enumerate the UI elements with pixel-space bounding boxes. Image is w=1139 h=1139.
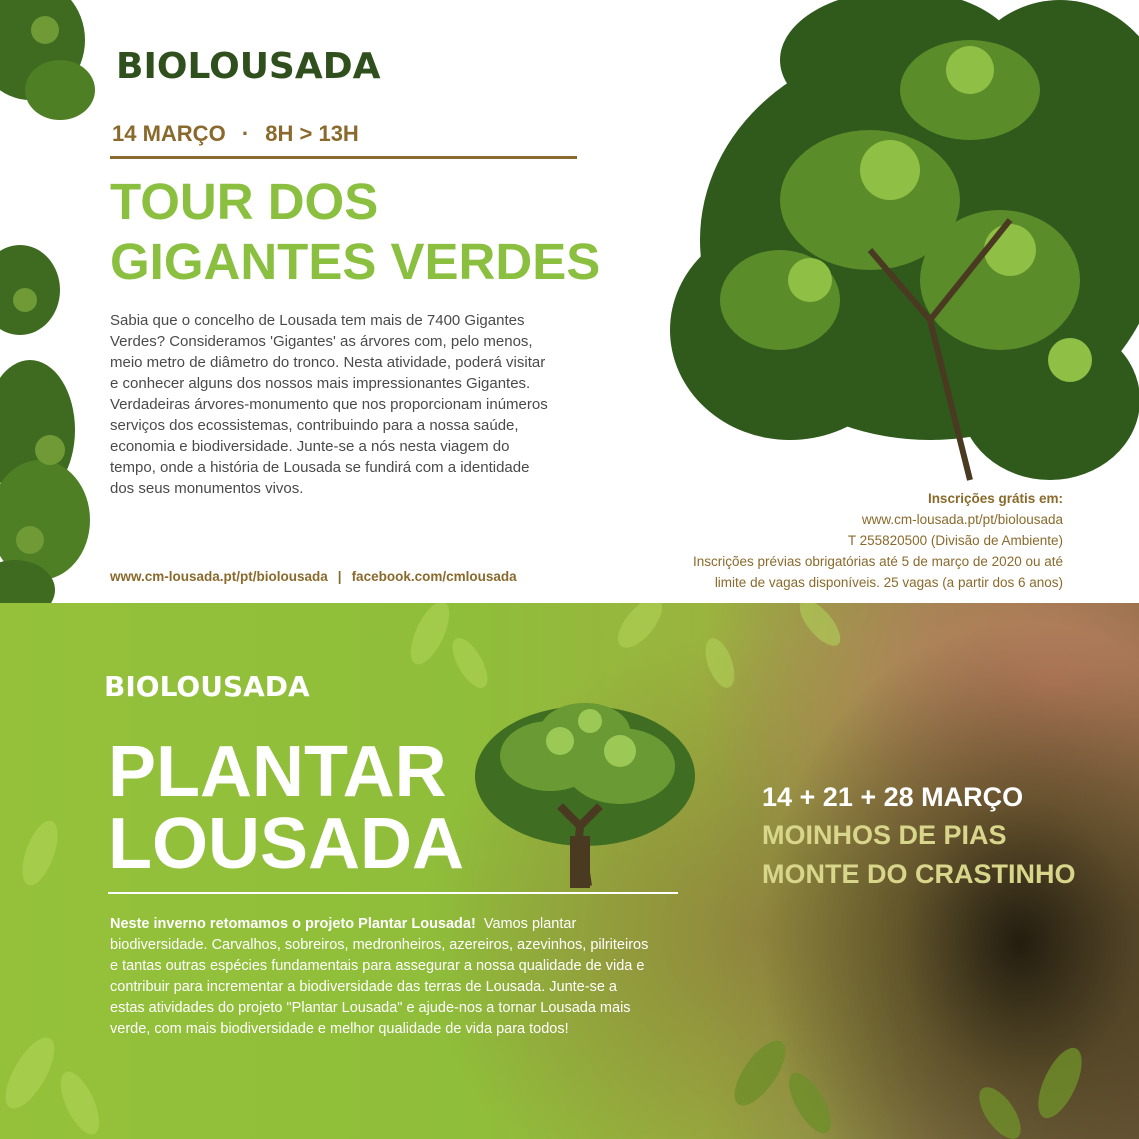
separator-dot: · xyxy=(241,121,250,146)
project-title-line-1: PLANTAR xyxy=(108,732,447,812)
tree-image xyxy=(470,696,700,896)
project-description-body: Vamos plantar biodiversidade. Carvalhos, sobreiros, medronheiros, azereiros, azevinhos, pilriteiros e tantas outras espécies fundamentais para assegurar a nossa qualidade de vida e contribuir para incrementar a biodiversidade das terras de Lousada. Junte-se a estas atividades do projeto "Plantar Lousada" e ajude-nos a tornar Lousada mais verde, com mais biodiversidade e melhor qualidade de vida para todos! xyxy=(110,916,649,1037)
project-title-line-2: LOUSADA xyxy=(108,804,464,884)
location-2: MONTE DO CRASTINHO xyxy=(762,859,1076,889)
event-date-time xyxy=(112,121,359,147)
registration-title: Inscrições grátis em: xyxy=(927,491,1063,506)
event-description: Sabia que o concelho de Lousada tem mais de 7400 Gigantes Verdes? Consideramos 'Gigantes' as árvores com, pelo menos, meio metro de diâmetro do tronco. Nesta atividade, poderá visitar e conhecer alguns dos nossos mais impressionantes Gigantes. Verdadeiras árvores-monumento que nos proporcionam inúmeros serviços dos ecossistemas, contribuindo para a nossa saúde, economia e biodiversidade. Junte-se a nós nesta viagem do tempo, onde a história de Lousada se fundirá com a identidade dos seus monumentos vivos. xyxy=(110,312,548,497)
website-link[interactable]: www.cm-lousada.pt/pt/biolousada xyxy=(110,569,328,584)
project-title xyxy=(108,732,464,884)
title-divider xyxy=(110,156,577,159)
biolousada-logo-white: BIOLOUSADA xyxy=(104,670,310,703)
registration-info xyxy=(693,488,1063,593)
project-title-divider xyxy=(108,892,678,894)
event-date: 14 MARÇO xyxy=(112,121,226,146)
event-title xyxy=(110,172,600,292)
registration-website[interactable]: www.cm-lousada.pt/pt/biolousada xyxy=(861,512,1063,527)
registration-phone: T 255820500 (Divisão de Ambiente) xyxy=(847,533,1063,548)
event-title-line-2: GIGANTES VERDES xyxy=(110,233,601,290)
biolousada-logo: BIOLOUSADA xyxy=(116,46,381,87)
project-dates: 14 + 21 + 28 MARÇO xyxy=(762,782,1024,812)
location-1: MOINHOS DE PIAS xyxy=(762,820,1007,850)
event-title-line-1: TOUR DOS xyxy=(110,173,379,230)
tree-canopy-image xyxy=(670,0,1139,500)
registration-note-2: limite de vagas disponíveis. 25 vagas (a partir dos 6 anos) xyxy=(714,575,1063,590)
project-description-lead: Neste inverno retomamos o projeto Plantar Lousada! xyxy=(110,916,476,932)
event-time: 8H > 13H xyxy=(265,121,359,146)
left-foliage-image xyxy=(0,0,100,603)
footer-links xyxy=(110,569,517,584)
bottom-section xyxy=(0,603,1139,1139)
facebook-link[interactable]: facebook.com/cmlousada xyxy=(351,569,517,584)
link-separator: | xyxy=(337,569,342,584)
registration-note-1: Inscrições prévias obrigatórias até 5 de março de 2020 ou até xyxy=(693,554,1063,569)
project-description xyxy=(110,914,650,1040)
